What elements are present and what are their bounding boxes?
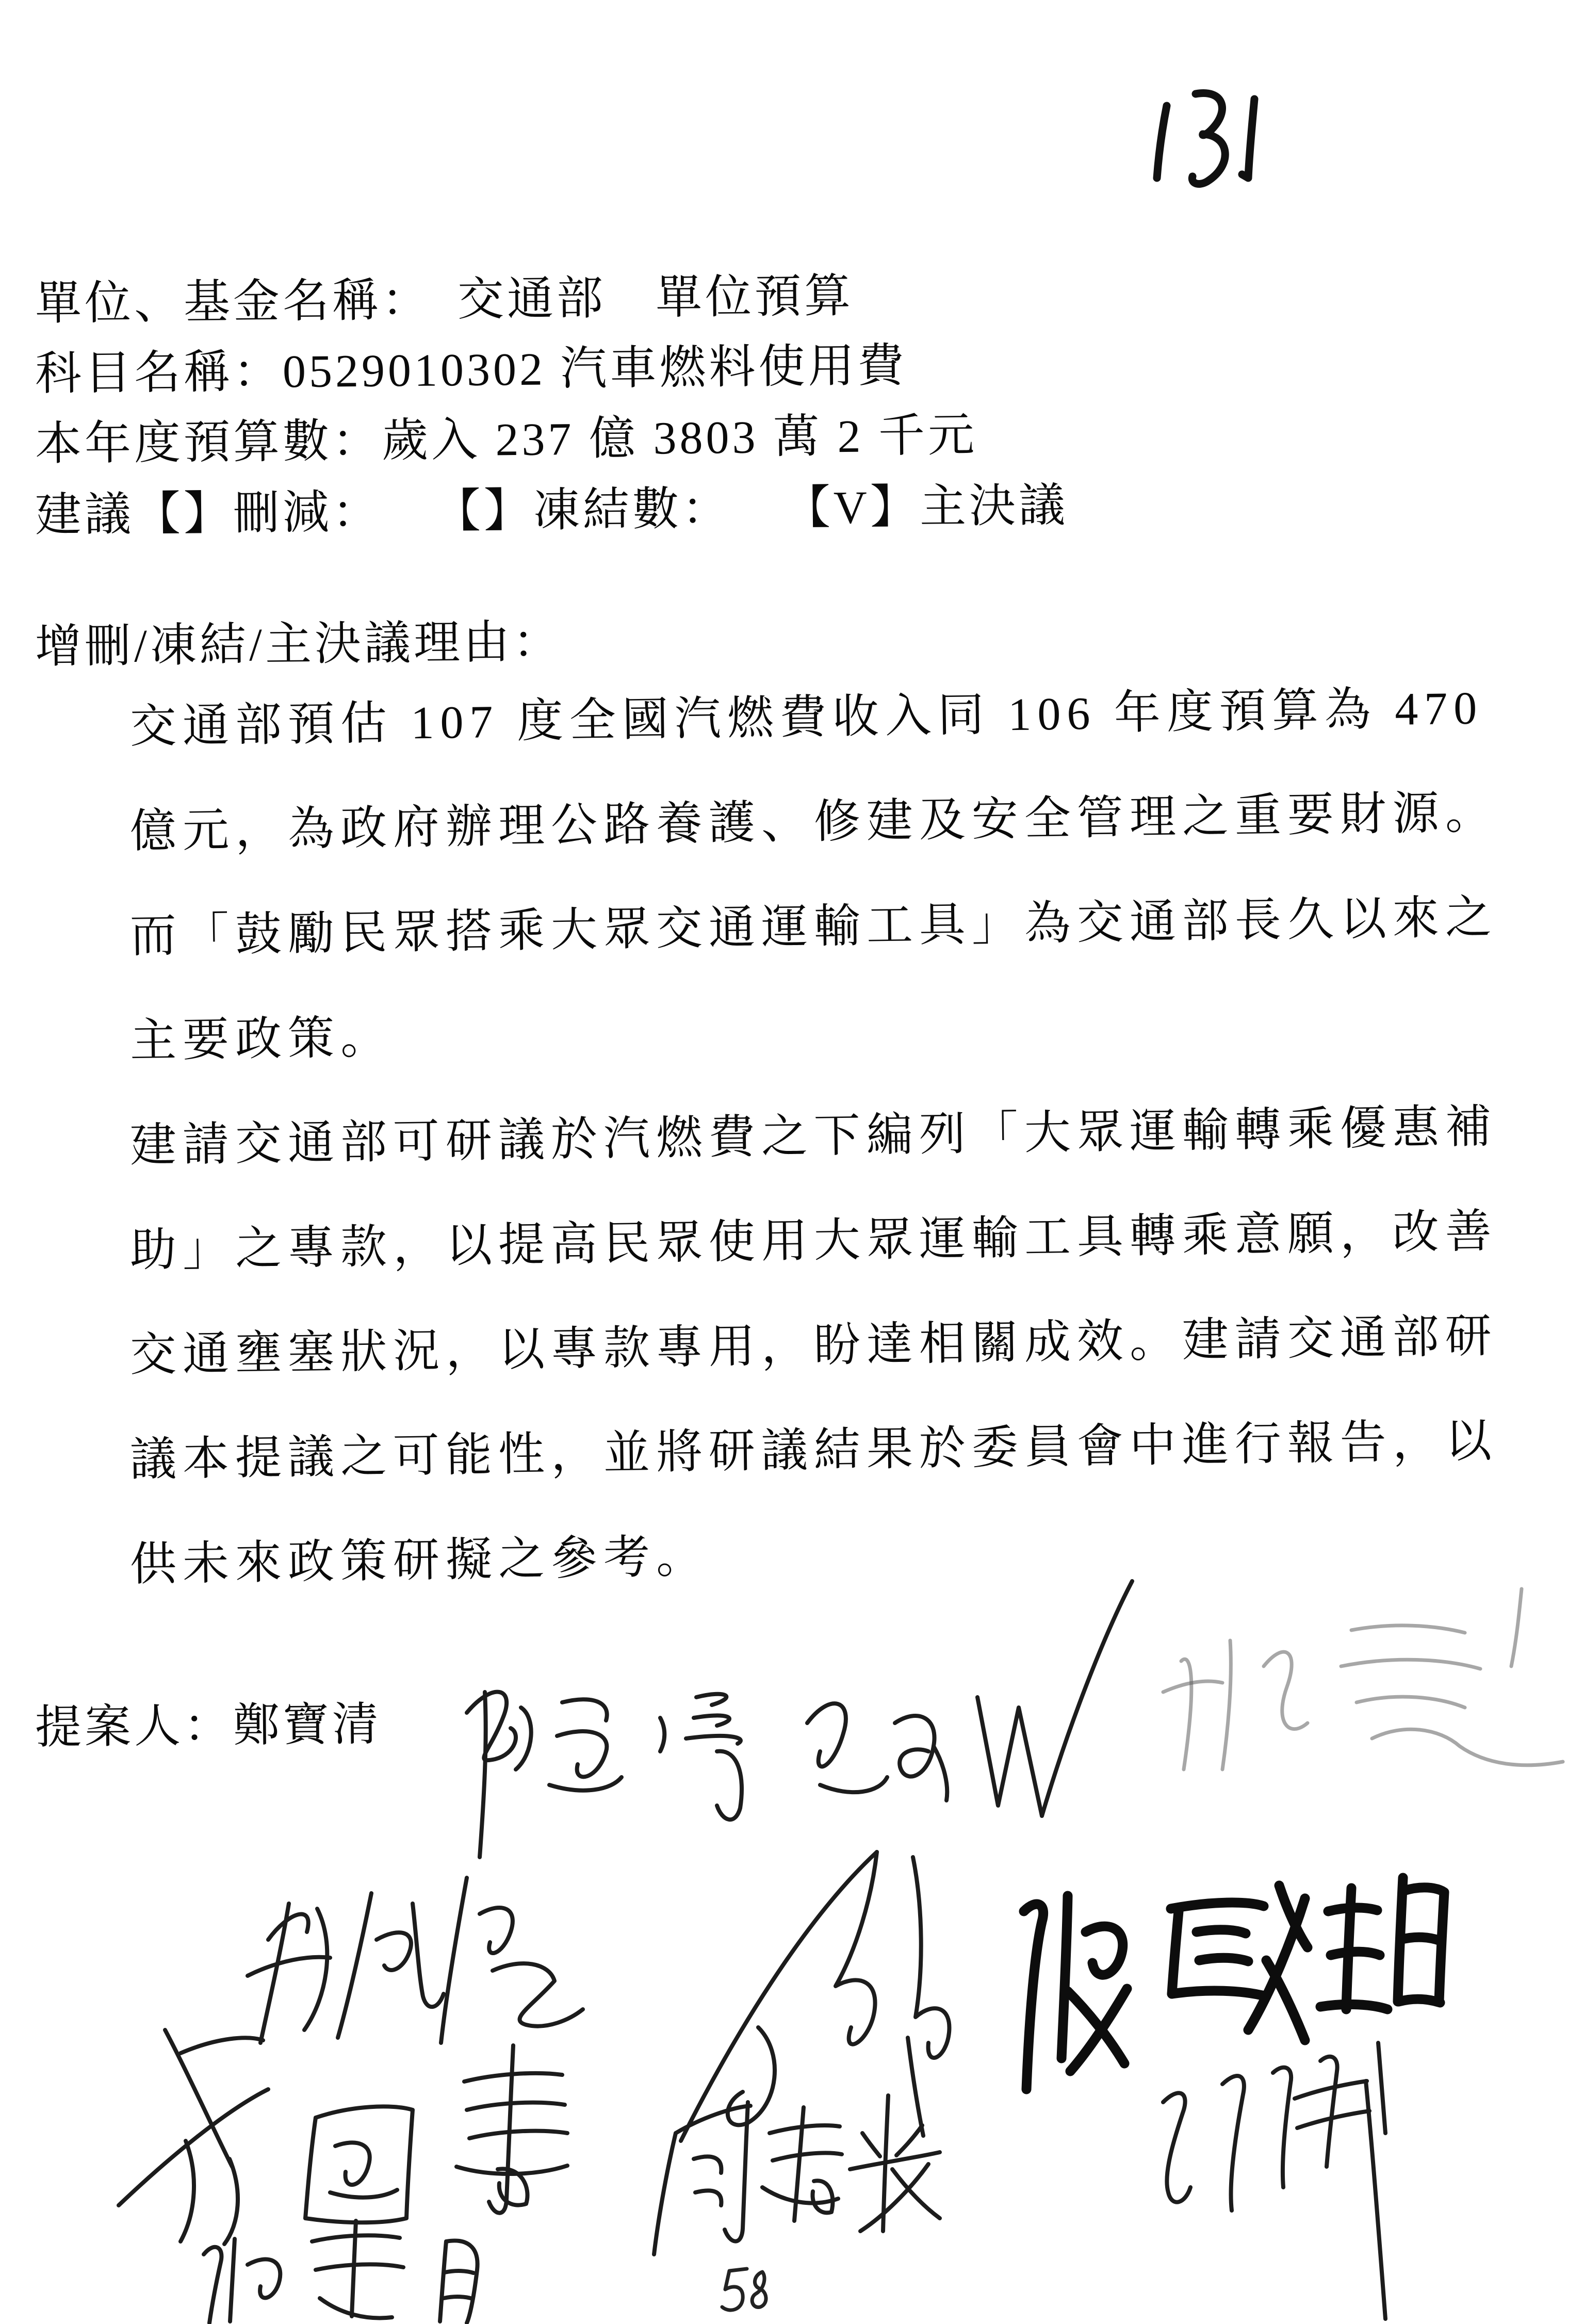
paragraph-2-line: 建請交通部可研議於汽燃費之下編列「大眾運輸轉乘優惠補 xyxy=(129,1101,1498,1172)
header-line-budget-amount: 本年度預算數：歲入 237 億 3803 萬 2 千元 xyxy=(35,410,978,470)
signature-huang-guo-shu xyxy=(119,2030,567,2244)
proposer-line xyxy=(35,1699,382,1753)
paragraph-1-line: 而「鼓勵民眾搭乘大眾交通運輸工具」為交通部長久以來之 xyxy=(129,891,1498,962)
handwritten-page-number-58 xyxy=(722,2269,766,2310)
header-line-proposal-type: 建議【】刪減： 【】凍結數： 【V】主決議 xyxy=(35,480,1069,541)
signature-illegible-large-cursive xyxy=(681,1852,949,2141)
signature-li-kun-ze xyxy=(807,1703,947,1800)
signature-qian-dai-jun xyxy=(248,1878,583,2043)
header-line-subject-name: 科目名稱：0529010302 汽車燃料使用費 xyxy=(35,340,907,400)
signature-zheng-bao-qing xyxy=(467,1692,742,1857)
proposer-label: 提案人： xyxy=(35,1700,234,1753)
signature-chen-ou-po-bold xyxy=(1024,1878,1444,2133)
signature-chen-su-yue xyxy=(204,2221,478,2323)
signature-illegible-flourish xyxy=(977,1581,1132,1816)
handwritten-page-number-131 xyxy=(1157,93,1254,184)
paragraph-2-line: 議本提議之可能性，並將研議結果於委員會中進行報告，以 xyxy=(129,1415,1498,1486)
proposer-printed-name: 鄭寶清 xyxy=(233,1699,382,1752)
signature-zhou-chun-mi xyxy=(654,2095,940,2254)
paragraph-1-line: 主要政策。 xyxy=(129,1012,394,1067)
paragraph-2-line: 交通壅塞狀況，以專款專用，盼達相關成效。建請交通部研 xyxy=(129,1310,1498,1381)
paragraph-1-line: 億元，為政府辦理公路養護、修建及安全管理之重要財源。 xyxy=(129,787,1498,857)
paragraph-1-line: 交通部預估 107 度全國汽燃費收入同 106 年度預算為 470 xyxy=(129,682,1483,753)
signature-illegible-bottom-right xyxy=(1163,2057,1385,2319)
paragraph-2-line: 供未來政策研擬之參考。 xyxy=(129,1531,709,1590)
header-line-unit-fund-name: 單位、基金名稱： 交通部 單位預算 xyxy=(35,270,854,330)
reason-heading: 增刪/凍結/主決議理由： xyxy=(35,616,563,673)
paragraph-2-line: 助」之專款，以提高民眾使用大眾運輸工具轉乘意願，改善 xyxy=(129,1206,1498,1276)
signature-lin-jun-xian-faint xyxy=(1163,1589,1563,1769)
